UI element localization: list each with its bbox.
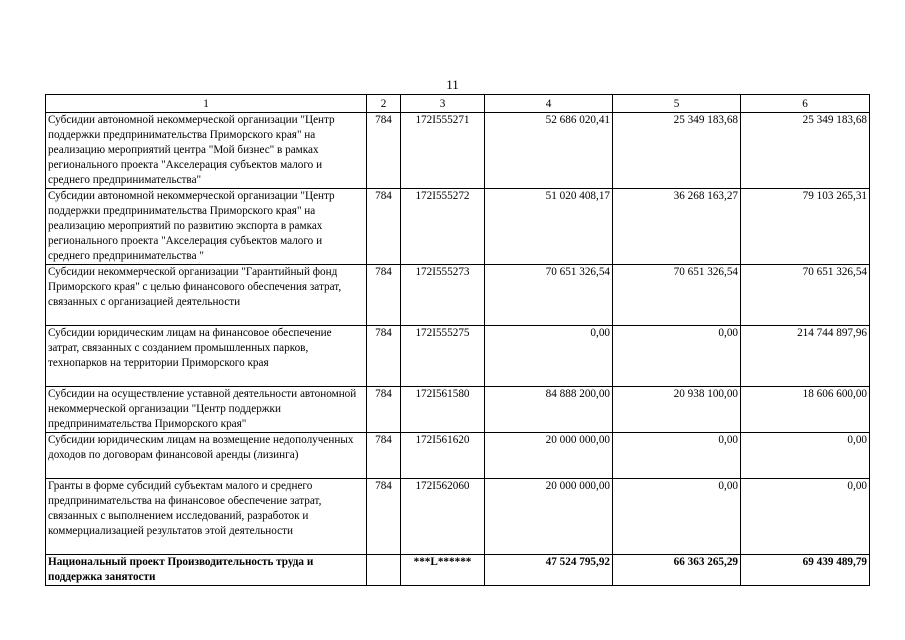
row-vr: 784: [367, 326, 401, 387]
table-row: [46, 433, 870, 479]
row-value-4: 52 686 020,41: [485, 113, 613, 189]
row-code: 172I555271: [401, 113, 485, 189]
header-col-2: 2: [367, 95, 401, 113]
row-value-5: 0,00: [613, 479, 741, 555]
row-value-5: 36 268 163,27: [613, 189, 741, 265]
row-name: Субсидии юридическим лицам на возмещение недополученных доходов по договорам финансовой аренды (лизинга): [46, 433, 367, 479]
row-value-5: 25 349 183,68: [613, 113, 741, 189]
row-code: 172I555272: [401, 189, 485, 265]
row-value-5: 20 938 100,00: [613, 387, 741, 433]
row-value-5: 70 651 326,54: [613, 265, 741, 326]
row-value-4: 20 000 000,00: [485, 433, 613, 479]
table-row: [46, 326, 870, 387]
row-value-6: 0,00: [741, 433, 870, 479]
row-value-4: 70 651 326,54: [485, 265, 613, 326]
row-code: 172I555273: [401, 265, 485, 326]
row-name: Субсидии юридическим лицам на финансовое обеспечение затрат, связанных с созданием промышленных парков, технопарков на территории Приморского края: [46, 326, 367, 387]
row-name: Субсидии автономной некоммерческой организации "Центр поддержки предпринимательства Приморского края" на реализацию мероприятий центра "Мой бизнес" в рамках регионального проекта "Акселерация субъектов малого и среднего предпринимательства": [46, 113, 367, 189]
row-value-6: 0,00: [741, 479, 870, 555]
table-row: [46, 189, 870, 265]
row-vr: 784: [367, 189, 401, 265]
row-value-6: 70 651 326,54: [741, 265, 870, 326]
row-value-5: 0,00: [613, 433, 741, 479]
header-col-5: 5: [613, 95, 741, 113]
row-name: Субсидии автономной некоммерческой организации "Центр поддержки предпринимательства Приморского края" на реализацию мероприятий по развитию экспорта в рамках регионального проекта "Акселерация субъектов малого и среднего предпринимательства ": [46, 189, 367, 265]
row-value-5: 0,00: [613, 326, 741, 387]
row-vr: 784: [367, 113, 401, 189]
page-number: 11: [446, 77, 459, 92]
row-name: Гранты в форме субсидий субъектам малого и среднего предпринимательства на финансовое обеспечение затрат, связанных с выполнением исследований, разработок и коммерциализацией результатов этой деятельности: [46, 479, 367, 555]
total-code: ***L******: [401, 555, 485, 586]
total-vr: [367, 555, 401, 586]
row-vr: 784: [367, 387, 401, 433]
table-header-row: [46, 95, 870, 113]
row-code: 172I561580: [401, 387, 485, 433]
table-row: [46, 265, 870, 326]
total-value-4: 47 524 795,92: [485, 555, 613, 586]
row-value-4: 20 000 000,00: [485, 479, 613, 555]
table-row: [46, 387, 870, 433]
row-code: 172I562060: [401, 479, 485, 555]
total-value-5: 66 363 265,29: [613, 555, 741, 586]
row-code: 172I561620: [401, 433, 485, 479]
total-name: Национальный проект Производительность труда и поддержка занятости: [46, 555, 367, 586]
row-value-6: 25 349 183,68: [741, 113, 870, 189]
header-col-1: 1: [46, 95, 367, 113]
table-row: [46, 113, 870, 189]
row-code: 172I555275: [401, 326, 485, 387]
row-name: Субсидии на осуществление уставной деятельности автономной некоммерческой организации "Центр поддержки предпринимательства Приморского края": [46, 387, 367, 433]
total-value-6: 69 439 489,79: [741, 555, 870, 586]
table-total-row: [46, 555, 870, 586]
row-vr: 784: [367, 265, 401, 326]
row-value-4: 84 888 200,00: [485, 387, 613, 433]
table-row: [46, 479, 870, 555]
row-value-4: 0,00: [485, 326, 613, 387]
row-vr: 784: [367, 479, 401, 555]
budget-table: [45, 94, 870, 586]
row-value-6: 214 744 897,96: [741, 326, 870, 387]
header-col-6: 6: [741, 95, 870, 113]
row-value-4: 51 020 408,17: [485, 189, 613, 265]
row-value-6: 79 103 265,31: [741, 189, 870, 265]
row-vr: 784: [367, 433, 401, 479]
row-name: Субсидии некоммерческой организации "Гарантийный фонд Приморского края" с целью финансового обеспечения затрат, связанных с организацией деятельности: [46, 265, 367, 326]
header-col-3: 3: [401, 95, 485, 113]
row-value-6: 18 606 600,00: [741, 387, 870, 433]
header-col-4: 4: [485, 95, 613, 113]
